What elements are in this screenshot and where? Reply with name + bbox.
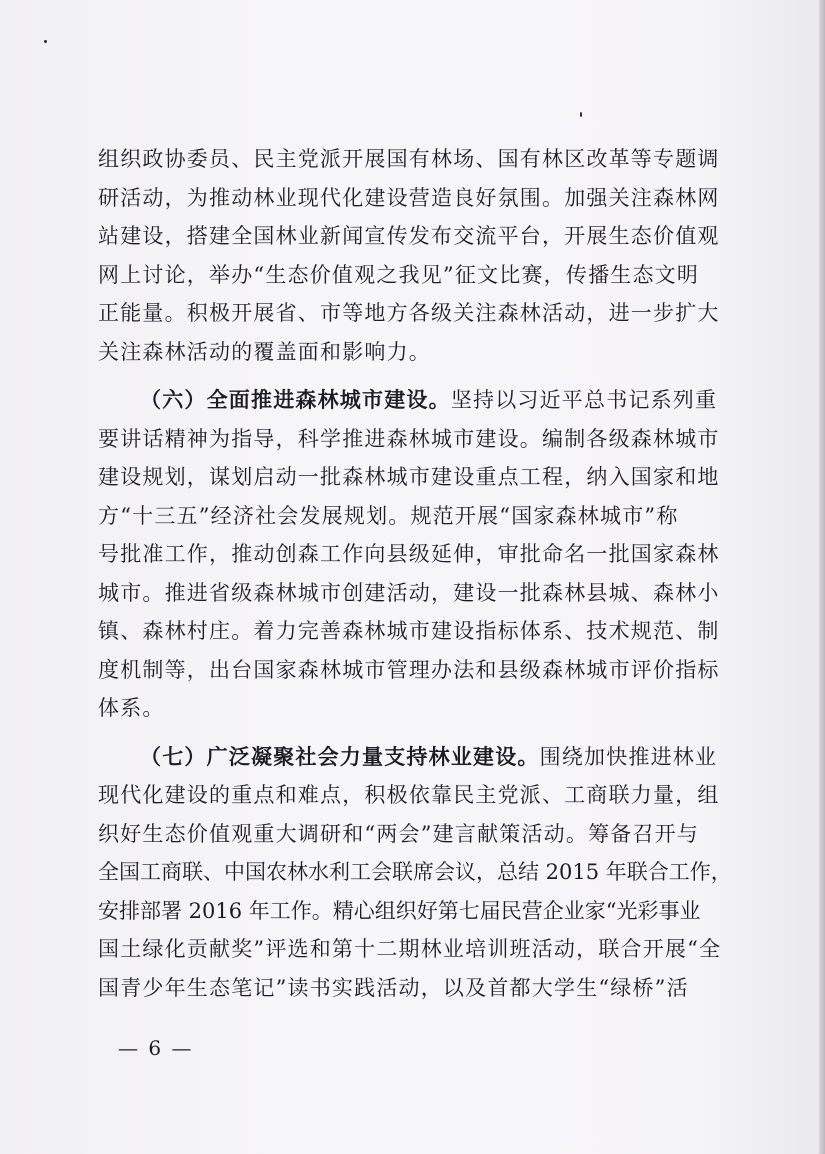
text-line: 网上讨论，举办“生态价值观之我见”征文比赛，传播生态文明 [98, 262, 700, 287]
section-text: 围绕加快推进林业 [539, 744, 718, 769]
text-line: 号批准工作，推动创森工作向县级延伸，审批命名一批国家森林 [98, 542, 720, 566]
page-edge-shadow [819, 0, 825, 1154]
text-line: 国土绿化贡献奖”评选和第十二期林业培训班活动，联合开展“全 [98, 937, 722, 961]
section-heading: （六）全面推进森林城市建设。 [140, 387, 451, 412]
text-line: 站建设，搭建全国林业新闻宣传发布交流平台，开展生态价值观 [98, 224, 720, 248]
scan-speck [44, 40, 47, 43]
section-seven [98, 738, 738, 1008]
text-line: 正能量。积极开展省、市等地方各级关注森林活动，进一步扩大 [98, 301, 720, 325]
text-line: 方“十三五”经济社会发展规划。规范开展“国家森林城市”称 [98, 503, 679, 528]
section-first-line [98, 738, 738, 777]
section-heading: （七）广泛凝聚社会力量支持林业建设。 [140, 743, 540, 769]
text-line: 现代化建设的重点和难点，积极依靠民主党派、工商联力量，组 [98, 783, 720, 807]
text-line: 组织政协委员、民主党派开展国有林场、国有林区改革等专题调 [98, 147, 720, 171]
text-line: 研活动，为推动林业现代化建设营造良好氛围。加强关注森林网 [98, 185, 720, 210]
section-first-line [98, 381, 738, 420]
text-line: 建设规划，谋划启动一批森林城市建设重点工程，纳入国家和地 [98, 465, 720, 489]
document-body [98, 140, 738, 1007]
section-text: 坚持以习近平总书记系列重 [450, 388, 718, 412]
paragraph [98, 140, 738, 371]
page-number: — 6 — [118, 1036, 194, 1060]
text-line: 城市。推进省级森林城市创建活动，建设一批森林县城、森林小 [98, 580, 720, 605]
text-line: 镇、森林村庄。着力完善森林城市建设指标体系、技术规范、制 [98, 619, 720, 643]
text-line: 关注森林活动的覆盖面和影响力。 [98, 339, 431, 364]
text-line: 织好生态价值观重大调研和“两会”建言献策活动。筹备召开与 [98, 821, 700, 846]
section-six [98, 381, 738, 728]
text-line: 全国工商联、中国农林水利工会联席会议，总结 2015 年联合工作， [98, 860, 732, 884]
text-line: 度机制等，出台国家森林城市管理办法和县级森林城市评价指标 [98, 657, 720, 682]
text-line: 要讲话精神为指导，科学推进森林城市建设。编制各级森林城市 [98, 426, 720, 451]
text-line: 体系。 [98, 696, 165, 720]
text-line: 国青少年生态笔记”读书实践活动，以及首都大学生“绿桥”活 [98, 975, 689, 1000]
scan-speck [580, 112, 582, 117]
text-line: 安排部署 2016 年工作。精心组织好第七届民营企业家“光彩事业 [98, 898, 701, 923]
